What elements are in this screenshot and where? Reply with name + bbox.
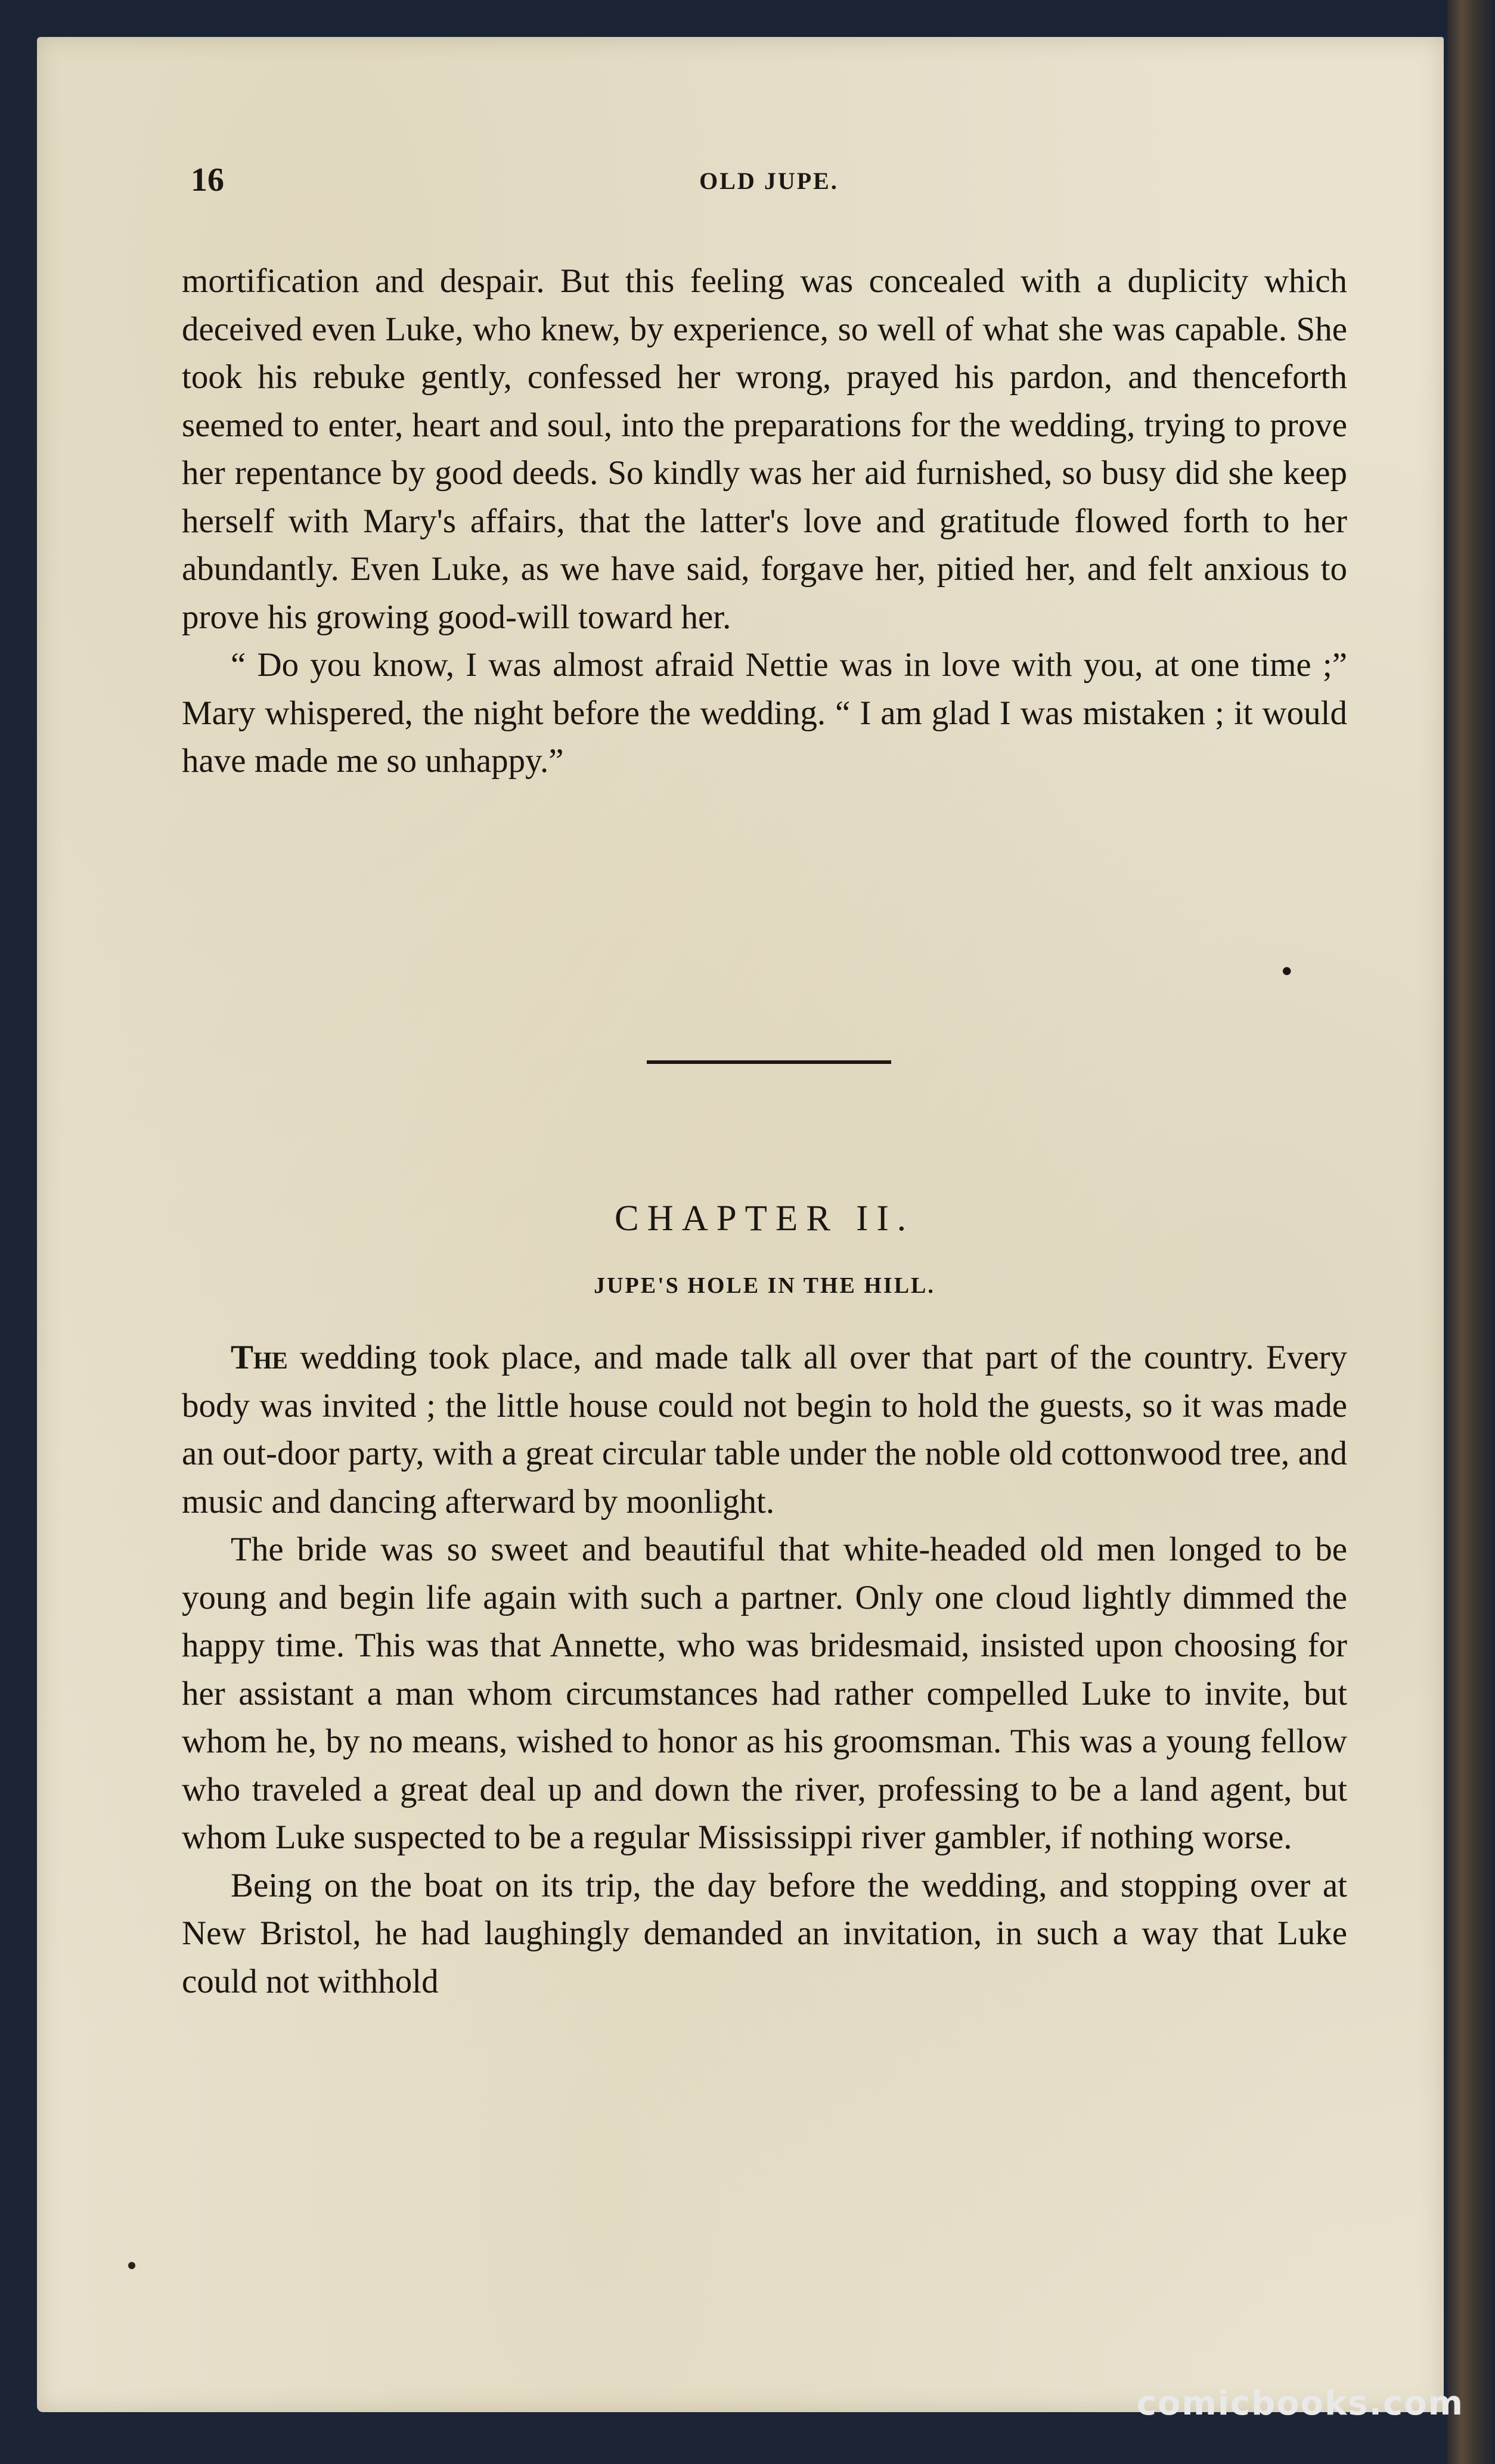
trailing-dot-mark: • xyxy=(1282,954,1292,988)
paragraph: mortification and despair. But this feeling was concealed with a duplicity which deceived even Luke, who knew, by experience, so well of what she was capable. She took his rebuke gently, confessed her wrong, prayed his pardon, and thenceforth seemed to enter, heart and soul, into the preparations for the wedding, trying to prove her repentance by good deeds. So kindly was her aid furnished, so busy did she keep herself with Mary's affairs, that the latter's love and gratitude flowed forth to her abundantly. Even Luke, as we have said, forgave her, pitied her, and felt anxious to prove his growing good-will toward her. xyxy=(182,262,1347,636)
paragraph xyxy=(182,1334,1347,1526)
paragraph: The bride was so sweet and beautiful that white-headed old men longed to be young and begin life again with such a partner. Only one cloud lightly dimmed the happy time. This was that Annette, who was bridesmaid, insisted upon choosing for her assistant a man whom circumstances had rather compelled Luke to invite, but whom he, by no means, wished to honor as his groomsman. This was a young fellow who traveled a great deal up and down the river, professing to be a land agent, but whom Luke suspected to be a regular Mississippi river gambler, if nothing worse. xyxy=(182,1531,1347,1856)
page-header xyxy=(191,161,1347,209)
section-1-text xyxy=(182,257,1347,786)
paragraph-rest: wedding took place, and made talk all over that part of the country. Every body was invited ; the little house could not begin to hold the guests, so it was made an out-door party, with a great circular table under the noble old cottonwood tree, and music and dancing afterward by moonlight. xyxy=(182,1339,1347,1520)
chapter-heading: CHAPTER II. xyxy=(614,1199,915,1239)
book-spine-edge xyxy=(1447,0,1495,2464)
page-number: 16 xyxy=(191,162,224,198)
chapter-text xyxy=(182,1334,1347,2006)
paragraph: “ Do you know, I was almost afraid Nettie was in love with you, at one time ;” Mary whispered, the night before the wedding. “ I am glad I was mistaken ; it would have made me so unhappy.” xyxy=(182,646,1347,780)
paragraph: Being on the boat on its trip, the day before the wedding, and stopping over at New Bristol, he had laughingly demanded an invitation, in such a way that Luke could not withhold xyxy=(182,1866,1347,2000)
running-title: OLD JUPE. xyxy=(699,167,839,194)
scan-background-top xyxy=(0,0,1495,36)
drop-word: The xyxy=(231,1339,288,1376)
watermark: comicbooks.com xyxy=(1136,2384,1464,2423)
chapter-subtitle: JUPE'S HOLE IN THE HILL. xyxy=(594,1273,935,1298)
section-divider-rule xyxy=(647,1060,891,1064)
ink-speck xyxy=(128,2262,135,2269)
